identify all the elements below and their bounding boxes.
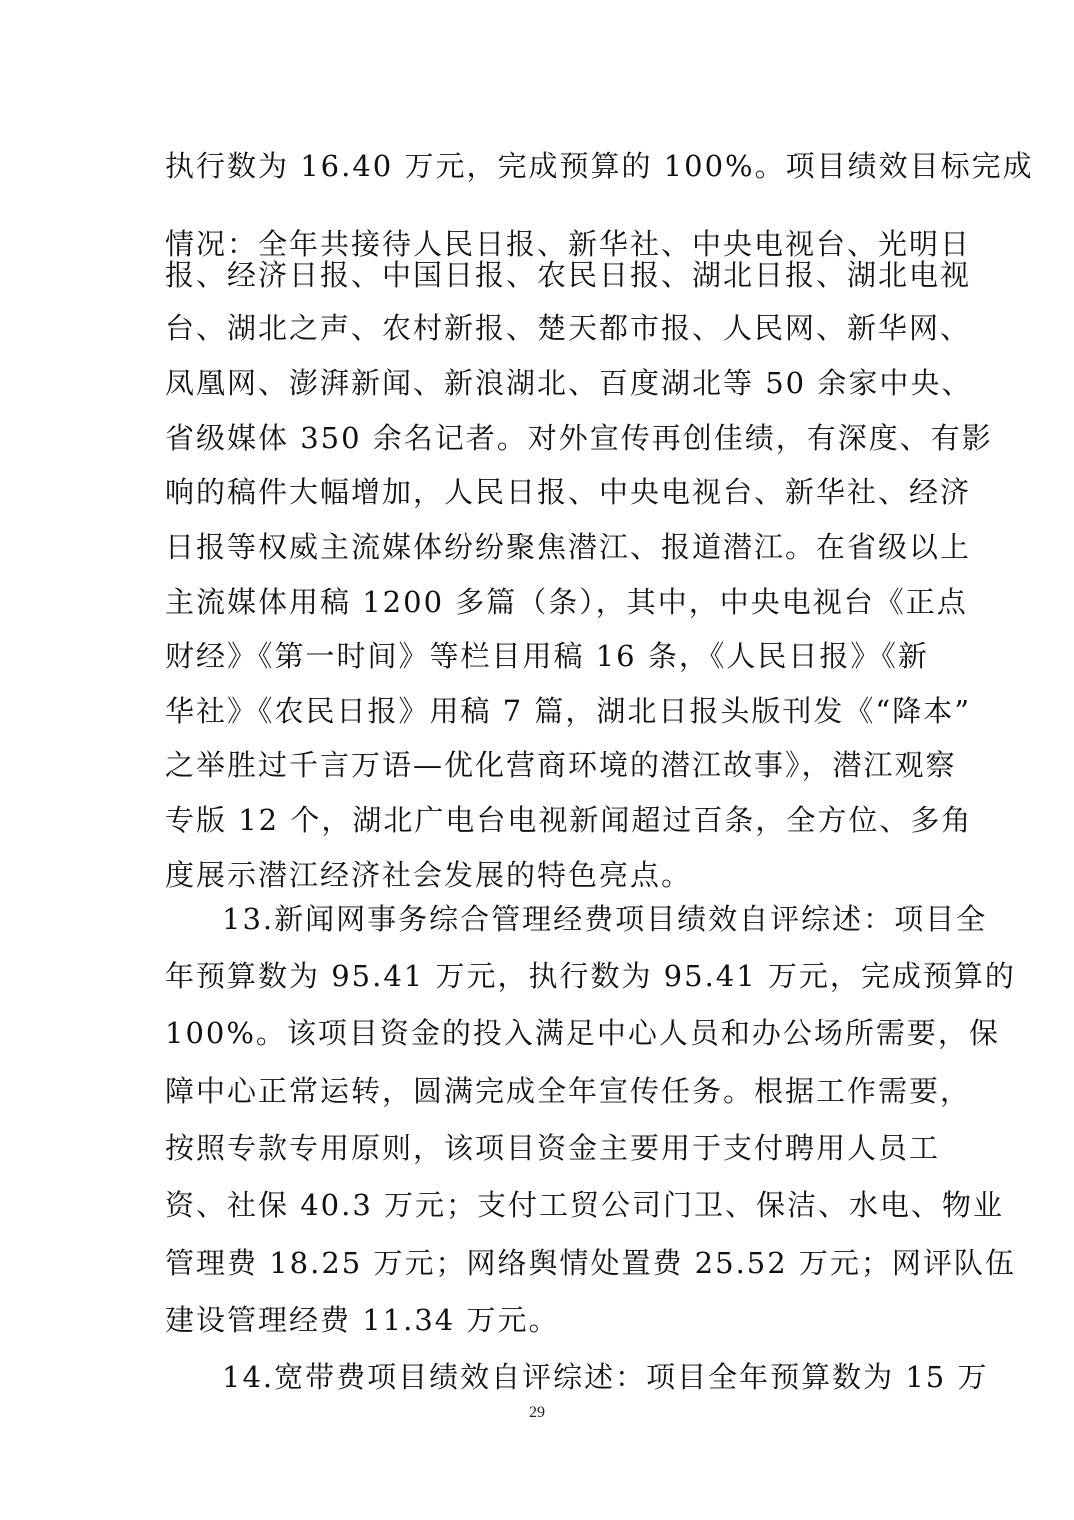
text-line: 障中心正常运转，圆满完成全年宣传任务。根据工作需要， — [165, 1074, 972, 1108]
text-line: 凤凰网、澎湃新闻、新浪湖北、百度湖北等 50 余家中央、 — [165, 366, 973, 400]
text-line: 省级媒体 350 余名记者。对外宣传再创佳绩，有深度、有影 — [165, 421, 993, 455]
text-line: 响的稿件大幅增加，人民日报、中央电视台、新华社、经济 — [165, 475, 972, 509]
text-line: 管理费 18.25 万元；网络舆情处置费 25.52 万元；网评队伍 — [165, 1246, 1016, 1280]
text-line: 之举胜过千言万语—优化营商环境的潜江故事》，潜江观察 — [165, 748, 957, 782]
text-line: 华社》《农民日报》用稿 7 篇，湖北日报头版刊发《“降本” — [165, 694, 972, 728]
text-line: 100%。该项目资金的投入满足中心人员和办公场所需要，保 — [165, 1016, 1000, 1050]
section-14-heading-line: 14.宽带费项目绩效自评综述：项目全年预算数为 15 万 — [222, 1360, 989, 1394]
text-line: 按照专款专用原则，该项目资金主要用于支付聘用人员工 — [165, 1131, 941, 1165]
text-line: 财经》《第一时间》等栏目用稿 16 条，《人民日报》《新 — [165, 639, 929, 673]
section-13-heading-line: 13.新闻网事务综合管理经费项目绩效自评综述：项目全 — [222, 902, 988, 936]
text-line: 年预算数为 95.41 万元，执行数为 95.41 万元，完成预算的 — [165, 959, 1016, 993]
text-line: 执行数为 16.40 万元，完成预算的 100%。项目绩效目标完成 — [165, 149, 1034, 183]
text-line: 度展示潜江经济社会发展的特色亮点。 — [165, 858, 693, 892]
text-line: 日报等权威主流媒体纷纷聚焦潜江、报道潜江。在省级以上 — [165, 530, 972, 564]
text-line: 台、湖北之声、农村新报、楚天都市报、人民网、新华网、 — [165, 311, 972, 345]
text-line: 资、社保 40.3 万元；支付工贸公司门卫、保洁、水电、物业 — [165, 1188, 1005, 1222]
text-line: 专版 12 个，湖北广电台电视新闻超过百条，全方位、多角 — [165, 803, 973, 837]
text-line: 建设管理经费 11.34 万元。 — [165, 1303, 560, 1337]
text-line: 报、经济日报、中国日报、农民日报、湖北日报、湖北电视 — [165, 258, 972, 292]
page-number: 29 — [529, 1404, 545, 1421]
text-line: 主流媒体用稿 1200 多篇（条），其中，中央电视台《正点 — [165, 585, 968, 619]
text-line: 情况：全年共接待人民日报、新华社、中央电视台、光明日 — [165, 227, 972, 261]
